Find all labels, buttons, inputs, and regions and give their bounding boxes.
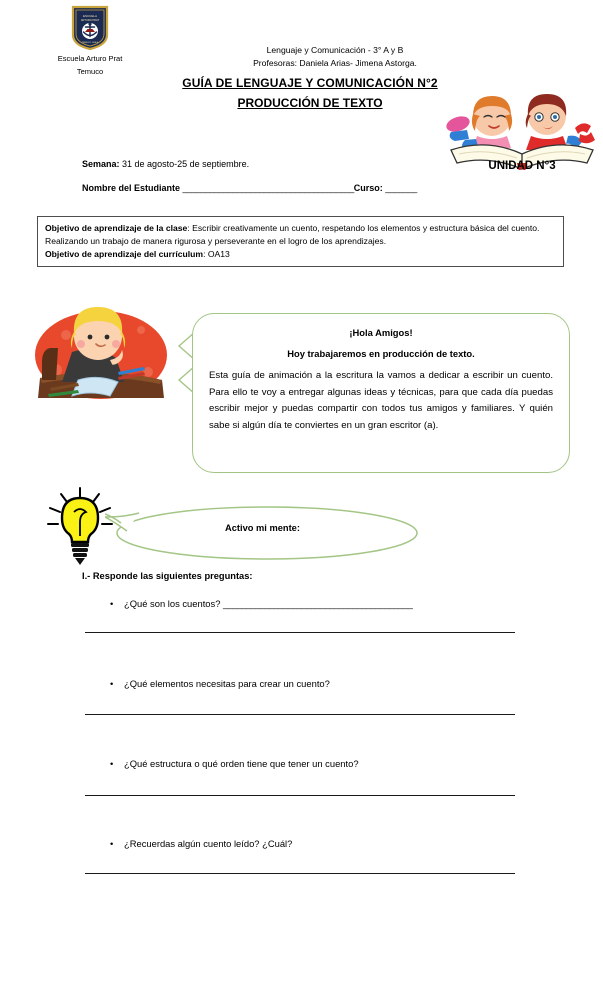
bullet-icon: • [110, 758, 114, 769]
week-line [82, 159, 249, 169]
curriculum-objective-text: : OA13 [203, 248, 230, 259]
question-item-1 [110, 598, 412, 609]
course-info [170, 44, 500, 69]
class-objective-label: Objetivo de aprendizaje de la clase [45, 223, 188, 233]
question-text-1: ¿Qué son los cuentos? [124, 598, 224, 609]
question-item-4 [110, 838, 292, 849]
svg-text:ARTURO PRAT: ARTURO PRAT [80, 19, 100, 22]
svg-text:ESCUELA: ESCUELA [82, 14, 98, 18]
unit-label: UNIDAD N°3 [488, 160, 556, 172]
student-name-blank[interactable]: ______________________________________ [182, 183, 354, 193]
topic-text: Hoy trabajaremos en producción de texto. [287, 348, 475, 359]
course-label: Curso: [353, 183, 386, 193]
answer-line-3[interactable] [85, 795, 515, 796]
question-text-2: ¿Qué elementos necesitas para crear un cuento? [124, 678, 330, 689]
teachers-line: Profesoras: Daniela Arias- Jimena Astorga. [253, 57, 417, 68]
student-name-label: Nombre del Estudiante [82, 183, 183, 193]
activate-mind-label: Activo mi mente: [225, 523, 300, 533]
school-name-line1: Escuela Arturo Prat [57, 54, 123, 63]
svg-text:TEMUCO CHILE: TEMUCO CHILE [81, 42, 99, 44]
answer-line-4[interactable] [85, 873, 515, 874]
page-title: GUÍA DE LENGUAJE Y COMUNICACIÓN N°2 [182, 76, 438, 90]
curriculum-objective-label: Objetivo de aprendizaje del currículum [45, 248, 204, 259]
school-name-line2: Temuco [76, 67, 104, 76]
student-name-line [82, 183, 417, 193]
question-item-3 [110, 758, 359, 769]
intro-body-text: Esta guía de animación a la escritura la vamos a dedicar a escribir un cuento. Para ello te voy a entregar algunas ideas y técnicas, para que cada día puedas escribir mejor y puedas compartir con todos tus amigos y familiares. Y quién sabe si algún día te conviertes en un gran escritor (a). [209, 370, 553, 431]
greeting-text: ¡Hola Amigos! [349, 327, 413, 338]
page-subtitle: PRODUCCIÓN DE TEXTO [237, 96, 383, 110]
two-children-reading-book-icon [443, 84, 601, 170]
questions-section-title: I.- Responde las siguientes preguntas: [82, 571, 253, 581]
answer-line-2[interactable] [85, 714, 515, 715]
answer-blank-inline-1[interactable]: _________________________________________ [223, 598, 413, 609]
course-blank[interactable]: _______ [385, 183, 417, 193]
class-objective-text: : Escribir creativamente un cuento, respetando los elementos y estructura básica del cuento. Realizando un trabajo de manera rigurosa y perseverante en el logro de los aprendizajes. [45, 223, 540, 246]
bullet-icon: • [110, 598, 114, 609]
week-label: Semana: [82, 159, 120, 169]
week-value: 31 de agosto-25 de septiembre. [119, 159, 250, 169]
answer-line-1b[interactable] [85, 632, 515, 633]
learning-objective-box [37, 216, 564, 267]
subject-line: Lenguaje y Comunicación - 3° A y B [266, 45, 404, 55]
boy-writing-at-desk-icon [26, 300, 176, 410]
question-item-2 [110, 678, 330, 689]
bullet-icon: • [110, 838, 114, 849]
question-text-3: ¿Qué estructura o qué orden tiene que tener un cuento? [124, 758, 359, 769]
school-crest-anchor-shield-icon [71, 5, 109, 51]
school-identity [45, 5, 135, 77]
bullet-icon: • [110, 678, 114, 689]
intro-speech-bubble [192, 313, 570, 473]
question-text-4: ¿Recuerdas algún cuento leído? ¿Cuál? [124, 838, 293, 849]
